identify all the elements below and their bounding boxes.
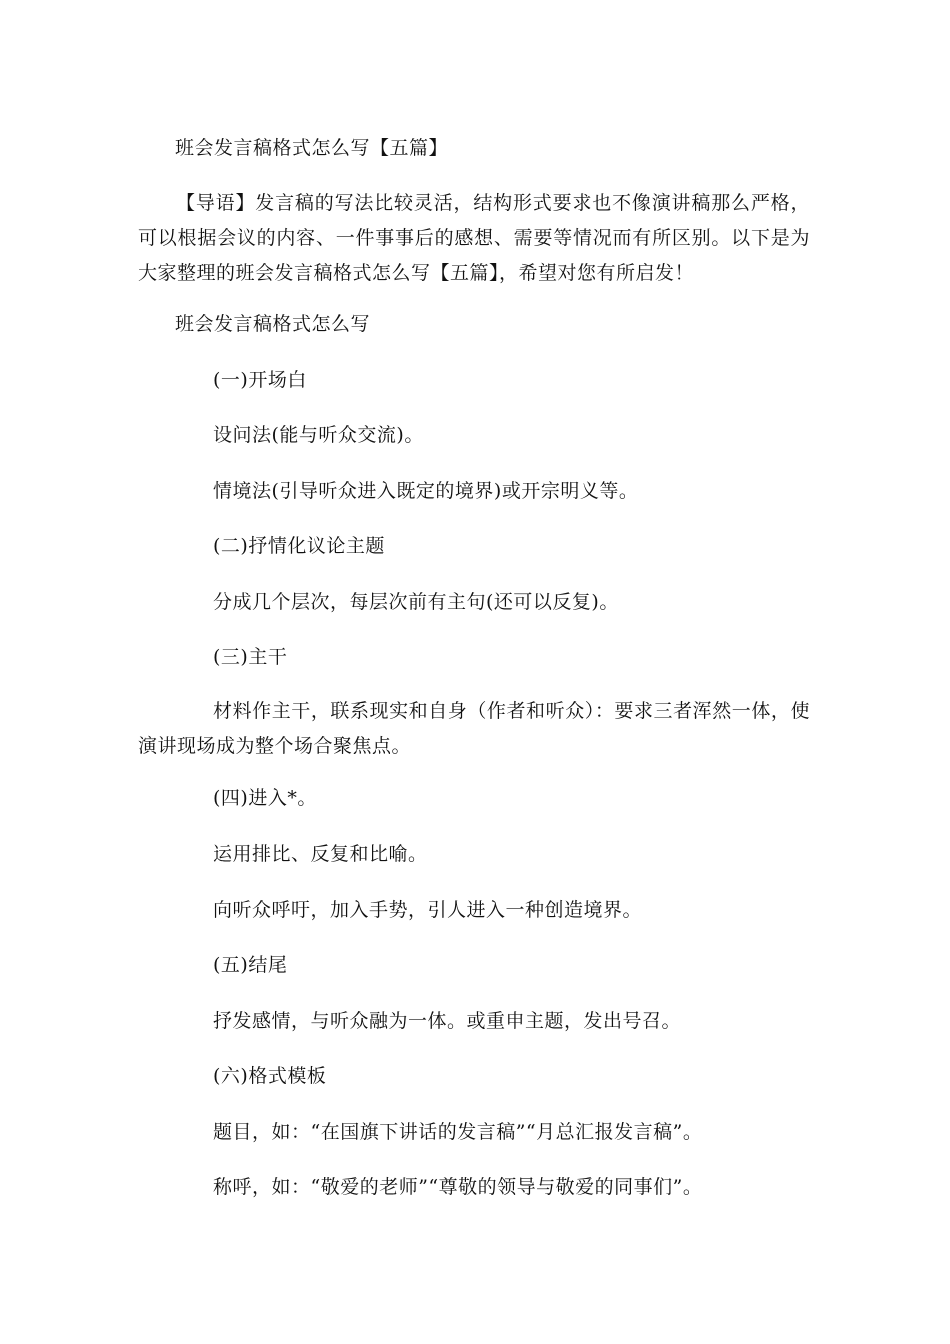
heading-enter: (四)进入*。 — [213, 787, 317, 809]
text-title-example: 题目，如：“在国旗下讲话的发言稿”“月总汇报发言稿”。 — [213, 1121, 703, 1143]
intro-paragraph: 【导语】发言稿的写法比较灵活，结构形式要求也不像演讲稿那么严格，可以根据会议的内容、一件事事后的感想、需要等情况而有所区别。以下是为大家整理的班会发言稿格式怎么写【五篇】，希望对您有所启发！ — [138, 192, 810, 284]
text-situation-method: 情境法(引导听众进入既定的境界)或开宗明义等。 — [213, 480, 639, 502]
text-ending: 抒发感情，与听众融为一体。或重申主题，发出号召。 — [213, 1010, 682, 1032]
document-title: 班会发言稿格式怎么写【五篇】 — [175, 137, 449, 159]
text-question-method: 设问法(能与听众交流)。 — [213, 424, 424, 446]
text-salutation-example: 称呼，如：“敬爱的老师”“尊敬的领导与敬爱的同事们”。 — [213, 1176, 703, 1198]
heading-template: (六)格式模板 — [213, 1065, 327, 1087]
text-rhetoric: 运用排比、反复和比喻。 — [213, 843, 428, 865]
heading-opening: (一)开场白 — [213, 369, 307, 391]
text-appeal: 向听众呼吁，加入手势，引人进入一种创造境界。 — [213, 899, 643, 921]
text-layers: 分成几个层次，每层次前有主句(还可以反复)。 — [213, 591, 619, 613]
section-heading: 班会发言稿格式怎么写 — [175, 313, 371, 335]
heading-main-body: (三)主干 — [213, 646, 288, 668]
text-main-body: 材料作主干，联系现实和自身（作者和听众）：要求三者浑然一体，使演讲现场成为整个场合聚焦点。 — [138, 700, 810, 757]
heading-lyrical-theme: (二)抒情化议论主题 — [213, 535, 385, 557]
heading-ending: (五)结尾 — [213, 954, 288, 976]
